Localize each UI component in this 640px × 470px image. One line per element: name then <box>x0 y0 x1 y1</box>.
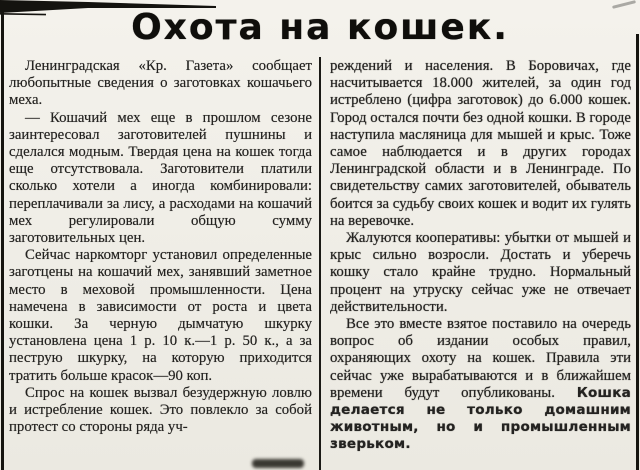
paragraph-cooperatives: Жалуются кооперативы: убытки от мышей и крыс сильно возросли. Достать и уберечь кошку стало крайне трудно. Нормальный процент на утруску сейчас уже не отвечает действительности. <box>330 230 631 315</box>
right-border-rule <box>636 34 639 470</box>
closing-bold-sentence: Кошка делается не только домашним животным, но и промышленным зверьком. <box>330 384 631 453</box>
paragraph-continuation: реждений и населения. В Боровичах, где насчитывается 18.000 жителей, за один год истреблено (цифра заготовок) до 6.000 кошек. Город остался почти без одной кошки. В городе наступила масляница для мышей и крыс. Тоже самое наблюдается и в других городах Ленинградской области и в Ленинграде. По свидетельству самих заготовителей, обыватель боится за судьбу своих кошек и водит их гулять на веревочке. <box>330 58 631 229</box>
bottom-ink-smudge <box>252 459 304 468</box>
paragraph-prices: Сейчас наркомторг установил определенные заготцены на кошачий мех, занявший заметное место в меховой промышленности. Цена намечена в зависимости от роста и цвета кошки. За черную дымчатую шкурку установлена цена 1 р. 10 к.—1 р. 50 к., а за пеструю шкурку, на которую приходится тратить больше красок—90 коп. <box>9 247 312 384</box>
paragraph-demand: Спрос на кошек вызвал безудержную ловлю и истребление кошек. Это повлекло за собой протест со стороны ряда уч- <box>9 384 312 436</box>
paragraph-rules <box>330 316 631 454</box>
column-divider-rule <box>319 57 321 470</box>
right-column <box>330 58 631 468</box>
torn-edge-ink-mark <box>0 0 230 16</box>
paragraph-lead: Ленинградская «Кр. Газета» сообщает любопытные сведения о заготовках кошачьего меха. <box>9 58 312 109</box>
paragraph-quote: — Кошачий мех еще в прошлом сезоне заинтересовал заготовителей пушнины и сделался модным. Твердая цена на кошек тогда еще отсутствовала. Заготовители платили сколько хотели а иногда комбинировали: переплачивали за лису, а расходами на кошачий мех регулировали общую сумму заготовительных цен. <box>9 109 312 247</box>
article-title: Охота на кошек. <box>131 7 509 48</box>
paragraph-rules-text: Все это вместе взятое поставило на очередь вопрос об издании особых правил, охраняющих охоту на кошек. Правила эти сейчас уже вырабатываются и в ближайшем времени будут опубликованы. <box>330 316 631 401</box>
left-border-rule <box>1 12 4 470</box>
left-column <box>9 58 312 468</box>
